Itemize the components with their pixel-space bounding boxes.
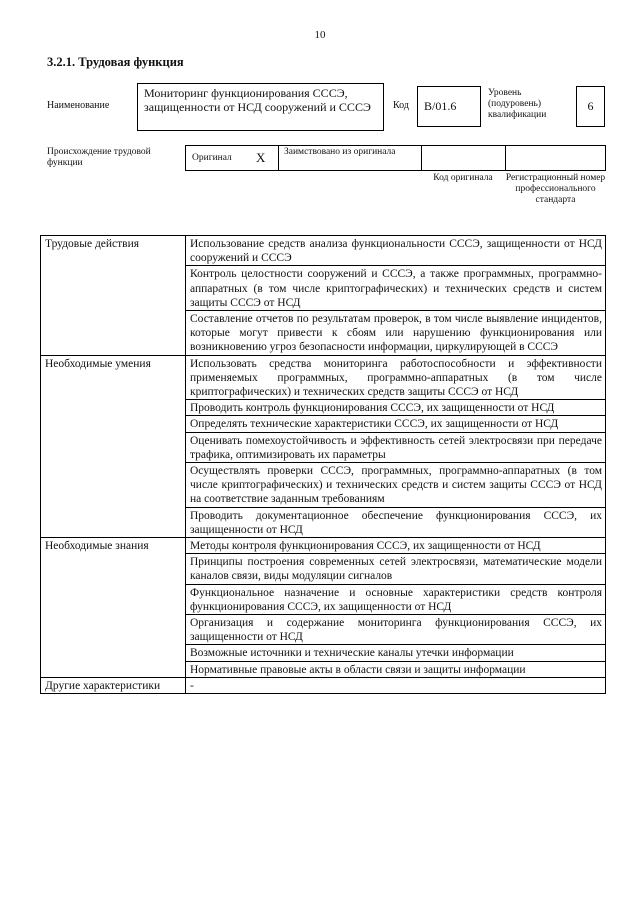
name-label: Наименование — [47, 100, 110, 111]
table-row — [41, 677, 606, 693]
table-cell: Проводить документационное обеспечение функционирования СССЭ, их защищенности от НСД — [186, 507, 606, 537]
original-mark: X — [256, 150, 266, 165]
table-cell: Организация и содержание мониторинга функционирования СССЭ, их защищенности от НСД — [186, 615, 606, 645]
table-cell: Нормативные правовые акты в области связи и защиты информации — [186, 661, 606, 677]
table-cell: Принципы построения современных сетей электросвязи, математические модели каналов связи, виды модуляции сигналов — [186, 554, 606, 584]
table-cell: Функциональное назначение и основные характеристики средств контроля функционирования СССЭ, их защищенности от НСД — [186, 584, 606, 614]
table-cell: Определять технические характеристики СССЭ, их защищенности от НСД — [186, 416, 606, 432]
table-cell: Использовать средства мониторинга работоспособности и эффективности применяемых программных, программно-аппаратных (в том числе криптографических) и технических средств защиты СССЭ от НСД — [186, 355, 606, 400]
original-label: Оригинал — [192, 153, 232, 163]
table-cell: Использование средств анализа функциональности СССЭ, защищенности от НСД сооружений и СССЭ — [186, 236, 606, 266]
table-cell: Контроль целостности сооружений и СССЭ, а также программных, программно-аппаратных (в том числе криптографических) и технических средств и систем защиты СССЭ от НСД — [186, 266, 606, 311]
borrowed-label: Заимствовано из оригинала — [284, 147, 396, 157]
borrowed-cell — [279, 146, 422, 170]
table-row — [41, 355, 606, 400]
page-number: 10 — [314, 29, 326, 41]
original-code-caption: Код оригинала — [433, 173, 493, 183]
section-title: 3.2.1. Трудовая функция — [47, 55, 184, 69]
category-labor-actions: Трудовые действия — [41, 236, 186, 356]
table-cell: Осуществлять проверки СССЭ, программных, программно-аппаратных (в том числе криптографических) и технических средств и систем защиты СССЭ от НСД на соответствие заданным требованиям — [186, 463, 606, 508]
category-required-skills: Необходимые умения — [41, 355, 186, 537]
registration-number-caption: Регистрационный номер профессионального стандарта — [505, 173, 606, 205]
level-label: Уровень (подуровень) квалификации — [488, 88, 547, 120]
origin-row — [185, 145, 606, 171]
qualification-level-value: 6 — [576, 86, 605, 127]
code-label: Код — [393, 100, 409, 111]
table-row — [41, 538, 606, 554]
function-code-value: В/01.6 — [417, 86, 481, 127]
category-required-knowledge: Необходимые знания — [41, 538, 186, 678]
table-cell: Возможные источники и технические каналы утечки информации — [186, 645, 606, 661]
registration-number-cell — [506, 146, 605, 170]
table-cell: Оценивать помехоустойчивость и эффективность сетей электросвязи при передаче трафика, оптимизировать их параметры — [186, 432, 606, 462]
table-cell: Методы контроля функционирования СССЭ, их защищенности от НСД — [186, 538, 606, 554]
origin-label: Происхождение трудовой функции — [47, 147, 151, 168]
function-name-value: Мониторинг функционирования СССЭ, защищенности от НСД сооружений и СССЭ — [137, 83, 384, 131]
original-code-cell — [422, 146, 506, 170]
table-row — [41, 236, 606, 266]
table-cell: Составление отчетов по результатам проверок, в том числе выявление инцидентов, которые могут привести к сбоям или нарушению функционирования или возникновению угроз безопасности информации, циркулирующей в СССЭ — [186, 311, 606, 356]
table-cell: - — [186, 677, 606, 693]
category-other-characteristics: Другие характеристики — [41, 677, 186, 693]
function-details-table — [40, 235, 606, 694]
table-cell: Проводить контроль функционирования СССЭ, их защищенности от НСД — [186, 400, 606, 416]
original-cell — [186, 146, 279, 170]
